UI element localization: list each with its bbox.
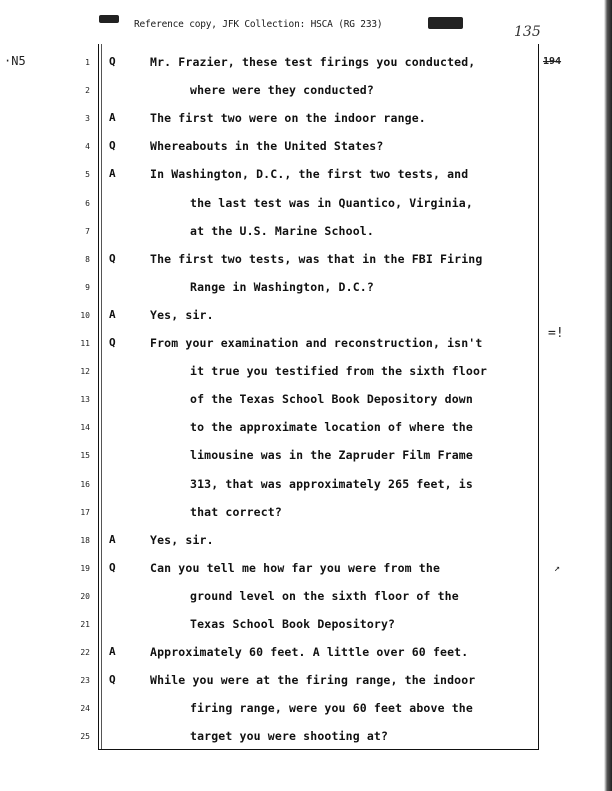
- line-number: 19: [80, 563, 90, 573]
- speaker-label: A: [109, 532, 116, 546]
- line-number: 23: [80, 676, 90, 686]
- line-text: 313, that was approximately 265 feet, is: [190, 476, 473, 491]
- line-text: While you were at the firing range, the indoor: [150, 673, 476, 688]
- line-number: 21: [80, 620, 90, 629]
- transcript-line: [0, 252, 560, 272]
- line-number: 4: [85, 142, 90, 152]
- line-number: 9: [85, 282, 90, 292]
- line-number: 24: [80, 704, 90, 714]
- line-number: 16: [80, 479, 90, 489]
- speaker-label: Q: [109, 673, 116, 687]
- transcript-line: [0, 364, 560, 384]
- margin-annotation: =!: [548, 326, 564, 341]
- speaker-label: Q: [109, 251, 116, 265]
- line-number: 10: [80, 310, 90, 320]
- line-number: 7: [85, 226, 90, 236]
- transcript-line: [0, 55, 560, 75]
- line-text: limousine was in the Zapruder Film Frame: [190, 448, 473, 463]
- line-number: 3: [85, 114, 90, 124]
- line-number: 17: [80, 507, 90, 517]
- transcript-line: [0, 308, 560, 328]
- line-text: at the U.S. Marine School.: [190, 223, 374, 238]
- line-text: In Washington, D.C., the first two tests, and: [150, 167, 469, 182]
- transcript-line: [0, 505, 560, 525]
- transcript-line: [0, 224, 560, 244]
- transcript-line: [0, 701, 560, 721]
- speaker-label: Q: [109, 336, 116, 349]
- line-number: 15: [80, 451, 90, 461]
- scan-edge-shadow: [604, 0, 612, 791]
- speaker-label: Q: [109, 55, 116, 68]
- line-text: it true you testified from the sixth floor: [190, 364, 488, 379]
- transcript-line: [0, 196, 560, 216]
- struck-page-number: 194: [543, 56, 562, 67]
- page-number: 135: [514, 24, 541, 40]
- speaker-label: A: [109, 111, 116, 125]
- transcript-line: [0, 167, 560, 187]
- line-number: 5: [85, 170, 90, 180]
- margin-tick: ↗: [554, 563, 561, 574]
- transcript-line: [0, 392, 560, 412]
- line-text: From your examination and reconstruction, isn't: [150, 336, 483, 350]
- speaker-label: Q: [109, 560, 116, 574]
- transcript-line: [0, 111, 560, 131]
- line-number: 2: [85, 86, 90, 96]
- line-text: The first two tests, was that in the FBI Firing: [150, 251, 483, 266]
- transcript-line: [0, 589, 560, 609]
- line-text: firing range, were you 60 feet above the: [190, 701, 473, 716]
- transcript-line: [0, 336, 560, 356]
- line-number: 1: [85, 58, 90, 67]
- line-text: to the approximate location of where the: [190, 420, 473, 435]
- line-text: of the Texas School Book Depository down: [190, 392, 473, 407]
- line-text: target you were shooting at?: [190, 729, 389, 744]
- transcript-line: [0, 729, 560, 749]
- redaction-blot-right: [428, 17, 463, 29]
- line-text: Approximately 60 feet. A little over 60 feet.: [150, 645, 469, 660]
- line-number: 11: [80, 339, 90, 348]
- transcript-line: [0, 477, 560, 497]
- line-text: Can you tell me how far you were from the: [150, 560, 441, 575]
- line-number: 20: [80, 591, 90, 601]
- transcript-line: [0, 448, 560, 468]
- line-number: 22: [80, 648, 90, 658]
- line-number: 14: [80, 423, 90, 433]
- left-margin-marker: ·N5: [4, 54, 26, 68]
- redaction-blot-left: [99, 15, 119, 23]
- line-text: Range in Washington, D.C.?: [190, 279, 374, 294]
- transcript-line: [0, 561, 560, 581]
- line-text: Yes, sir.: [150, 307, 214, 322]
- line-text: where were they conducted?: [190, 83, 374, 98]
- line-text: Yes, sir.: [150, 532, 214, 547]
- transcript-line: [0, 280, 560, 300]
- transcript-line: [0, 645, 560, 665]
- line-text: Whereabouts in the United States?: [150, 139, 384, 154]
- transcript-line: [0, 83, 560, 103]
- transcript-line: [0, 673, 560, 693]
- line-text: Mr. Frazier, these test firings you conducted,: [150, 55, 476, 69]
- line-number: 13: [80, 395, 90, 405]
- line-number: 6: [85, 198, 90, 208]
- line-text: the last test was in Quantico, Virginia,: [190, 195, 473, 210]
- line-number: 12: [80, 367, 90, 377]
- line-text: Texas School Book Depository?: [190, 617, 396, 631]
- line-text: The first two were on the indoor range.: [150, 111, 426, 126]
- speaker-label: A: [109, 167, 116, 181]
- line-number: 25: [80, 732, 90, 742]
- transcript-line: [0, 420, 560, 440]
- speaker-label: A: [109, 307, 116, 321]
- line-number: 18: [80, 535, 90, 545]
- speaker-label: A: [109, 645, 116, 659]
- line-number: 8: [85, 254, 90, 264]
- line-text: ground level on the sixth floor of the: [190, 588, 459, 603]
- line-text: that correct?: [190, 504, 282, 519]
- transcript-line: [0, 533, 560, 553]
- reference-header: Reference copy, JFK Collection: HSCA (RG 233): [134, 19, 383, 30]
- transcript-line: [0, 617, 560, 637]
- speaker-label: Q: [109, 139, 116, 153]
- transcript-line: [0, 139, 560, 159]
